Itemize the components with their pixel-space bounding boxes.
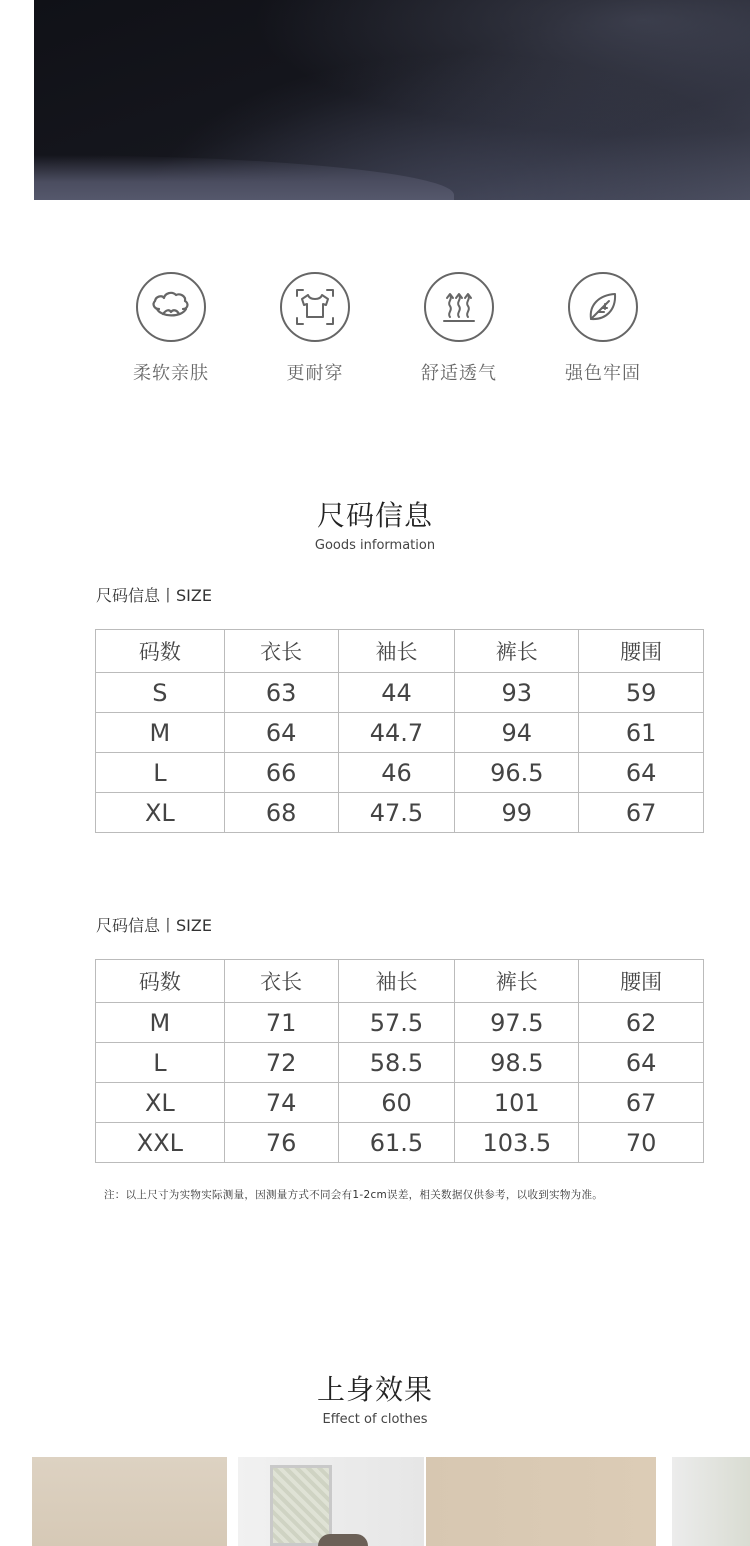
table-cell: 44 bbox=[338, 673, 455, 713]
header-waist: 腰围 bbox=[579, 960, 704, 1003]
header-pants: 裤长 bbox=[455, 960, 579, 1003]
measurement-note: 注：以上尺寸为实物实际测量，因测量方式不同会有1-2cm误差，相关数据仅供参考，以收到实物为准。 bbox=[104, 1189, 604, 1201]
fabric-closeup-photo bbox=[34, 0, 750, 200]
table-cell: XL bbox=[96, 1083, 225, 1123]
table-cell: 68 bbox=[224, 793, 338, 833]
table-cell: 97.5 bbox=[455, 1003, 579, 1043]
size-table-1 bbox=[95, 629, 704, 833]
table-cell: 72 bbox=[224, 1043, 338, 1083]
table-cell: 93 bbox=[455, 673, 579, 713]
header-size: 码数 bbox=[96, 960, 225, 1003]
size-info-title: 尺码信息 bbox=[316, 499, 433, 532]
feature-label: 柔软亲肤 bbox=[133, 363, 209, 384]
table-row bbox=[96, 753, 704, 793]
table-cell: 76 bbox=[224, 1123, 338, 1163]
table-cell: 63 bbox=[224, 673, 338, 713]
model-photos-strip bbox=[32, 1457, 750, 1546]
model-photo bbox=[32, 1457, 227, 1546]
table-cell: 103.5 bbox=[455, 1123, 579, 1163]
table-cell: 94 bbox=[455, 713, 579, 753]
table-cell: 74 bbox=[224, 1083, 338, 1123]
table-cell: XL bbox=[96, 793, 225, 833]
feature-label: 更耐穿 bbox=[286, 363, 344, 384]
header-size: 码数 bbox=[96, 630, 225, 673]
table-cell: 57.5 bbox=[338, 1003, 455, 1043]
table-cell: 99 bbox=[455, 793, 579, 833]
table-cell: 64 bbox=[579, 753, 704, 793]
table-header-row bbox=[96, 960, 704, 1003]
leaf-icon bbox=[568, 272, 638, 342]
table-row bbox=[96, 1003, 704, 1043]
table-cell: 98.5 bbox=[455, 1043, 579, 1083]
table-cell: 58.5 bbox=[338, 1043, 455, 1083]
size-info-heading bbox=[0, 494, 750, 553]
model-head-image bbox=[318, 1534, 368, 1546]
feature-icons-row bbox=[0, 272, 750, 392]
cotton-icon bbox=[136, 272, 206, 342]
effect-heading bbox=[0, 1368, 750, 1427]
feature-colorfast bbox=[543, 272, 663, 385]
table-row bbox=[96, 1043, 704, 1083]
table-cell: 59 bbox=[579, 673, 704, 713]
table-cell: 62 bbox=[579, 1003, 704, 1043]
header-pants: 裤长 bbox=[455, 630, 579, 673]
feature-soft bbox=[111, 272, 231, 385]
table-cell: 46 bbox=[338, 753, 455, 793]
table-cell: 101 bbox=[455, 1083, 579, 1123]
table-cell: 96.5 bbox=[455, 753, 579, 793]
size-table-caption: 尺码信息丨SIZE bbox=[96, 586, 212, 605]
fabric-fold bbox=[34, 155, 454, 200]
effect-title: 上身效果 bbox=[316, 1373, 433, 1406]
table-cell: 47.5 bbox=[338, 793, 455, 833]
header-waist: 腰围 bbox=[579, 630, 704, 673]
breathable-icon bbox=[424, 272, 494, 342]
size-table-caption: 尺码信息丨SIZE bbox=[96, 916, 212, 935]
header-sleeve: 袖长 bbox=[338, 960, 455, 1003]
table-cell: 44.7 bbox=[338, 713, 455, 753]
table-cell: 67 bbox=[579, 793, 704, 833]
table-cell: 60 bbox=[338, 1083, 455, 1123]
table-cell: 64 bbox=[579, 1043, 704, 1083]
size-table-2 bbox=[95, 959, 704, 1163]
table-cell: L bbox=[96, 1043, 225, 1083]
table-row bbox=[96, 1083, 704, 1123]
model-photo bbox=[672, 1457, 750, 1546]
table-cell: 66 bbox=[224, 753, 338, 793]
header-sleeve: 袖长 bbox=[338, 630, 455, 673]
header-length: 衣长 bbox=[224, 630, 338, 673]
table-row bbox=[96, 673, 704, 713]
table-row bbox=[96, 793, 704, 833]
model-photo bbox=[426, 1457, 656, 1546]
table-cell: M bbox=[96, 1003, 225, 1043]
model-photo bbox=[238, 1457, 424, 1546]
table-cell: 64 bbox=[224, 713, 338, 753]
table-cell: S bbox=[96, 673, 225, 713]
window-image bbox=[270, 1465, 332, 1546]
feature-breathable bbox=[399, 272, 519, 385]
table-row bbox=[96, 1123, 704, 1163]
table-cell: 61.5 bbox=[338, 1123, 455, 1163]
table-header-row bbox=[96, 630, 704, 673]
feature-label: 强色牢固 bbox=[565, 363, 641, 384]
table-row bbox=[96, 713, 704, 753]
size-info-subtitle: Goods information bbox=[314, 538, 436, 553]
table-cell: 67 bbox=[579, 1083, 704, 1123]
table-cell: 61 bbox=[579, 713, 704, 753]
feature-label: 舒适透气 bbox=[421, 363, 497, 384]
tshirt-icon bbox=[280, 272, 350, 342]
feature-durable bbox=[255, 272, 375, 385]
table-cell: M bbox=[96, 713, 225, 753]
table-cell: L bbox=[96, 753, 225, 793]
header-length: 衣长 bbox=[224, 960, 338, 1003]
table-cell: 71 bbox=[224, 1003, 338, 1043]
table-cell: XXL bbox=[96, 1123, 225, 1163]
table-cell: 70 bbox=[579, 1123, 704, 1163]
effect-subtitle: Effect of clothes bbox=[322, 1412, 428, 1427]
